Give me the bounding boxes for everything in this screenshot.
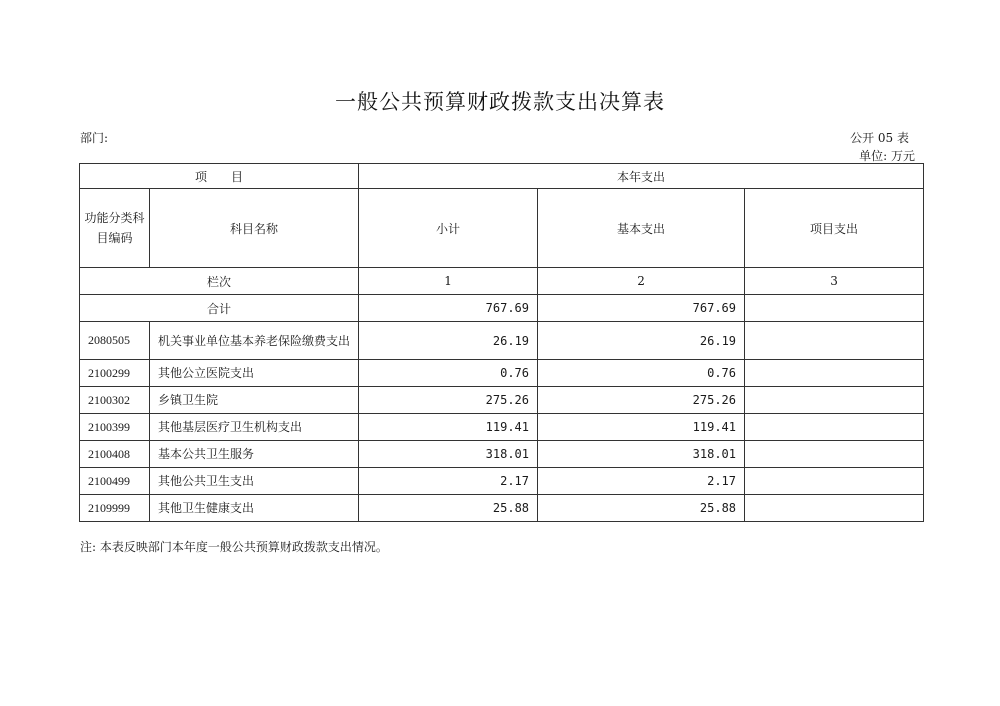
row-subtotal: 275.26 (359, 387, 538, 414)
total-label: 合计 (80, 295, 359, 322)
department-label: 部门: (80, 131, 109, 145)
table-row (80, 360, 924, 387)
total-subtotal: 767.69 (359, 295, 538, 322)
table-row (80, 495, 924, 522)
code-header: 功能分类科目编码 (80, 189, 150, 268)
column-number-row (80, 268, 924, 295)
subject-name-header: 科目名称 (150, 189, 359, 268)
row-project (745, 387, 924, 414)
column-number-1: 1 (359, 268, 538, 295)
table-row (80, 441, 924, 468)
column-number-3: 3 (745, 268, 924, 295)
row-basic: 2.17 (538, 468, 745, 495)
subtotal-header: 小计 (359, 189, 538, 268)
row-basic: 318.01 (538, 441, 745, 468)
page-title: 一般公共预算财政拨款支出决算表 (335, 90, 665, 114)
row-project (745, 360, 924, 387)
expenditure-table (79, 163, 924, 522)
row-basic: 119.41 (538, 414, 745, 441)
row-name: 机关事业单位基本养老保险缴费支出 (150, 322, 359, 360)
row-basic: 25.88 (538, 495, 745, 522)
row-code: 2109999 (80, 495, 150, 522)
row-name: 基本公共卫生服务 (150, 441, 359, 468)
row-project (745, 495, 924, 522)
footnote: 注: 本表反映部门本年度一般公共预算财政拨款支出情况。 (80, 540, 388, 554)
row-subtotal: 25.88 (359, 495, 538, 522)
table-row (80, 387, 924, 414)
table-row (80, 414, 924, 441)
row-project (745, 322, 924, 360)
form-number: 公开 05 表 (850, 131, 909, 145)
basic-header: 基本支出 (538, 189, 745, 268)
unit-label: 单位: 万元 (859, 149, 915, 163)
row-name: 其他基层医疗卫生机构支出 (150, 414, 359, 441)
row-basic: 275.26 (538, 387, 745, 414)
row-subtotal: 26.19 (359, 322, 538, 360)
row-subtotal: 2.17 (359, 468, 538, 495)
row-code: 2100302 (80, 387, 150, 414)
row-name: 其他卫生健康支出 (150, 495, 359, 522)
row-name: 其他公立医院支出 (150, 360, 359, 387)
item-header: 项 目 (80, 164, 359, 189)
table-row (80, 322, 924, 360)
row-project (745, 414, 924, 441)
row-project (745, 468, 924, 495)
row-subtotal: 119.41 (359, 414, 538, 441)
row-name: 其他公共卫生支出 (150, 468, 359, 495)
row-basic: 0.76 (538, 360, 745, 387)
row-basic: 26.19 (538, 322, 745, 360)
row-code: 2080505 (80, 322, 150, 360)
header-row-top (80, 164, 924, 189)
current-year-header: 本年支出 (359, 164, 924, 189)
row-code: 2100499 (80, 468, 150, 495)
table-row (80, 468, 924, 495)
row-subtotal: 318.01 (359, 441, 538, 468)
total-basic: 767.69 (538, 295, 745, 322)
column-number-2: 2 (538, 268, 745, 295)
total-project (745, 295, 924, 322)
project-header: 项目支出 (745, 189, 924, 268)
column-number-label: 栏次 (80, 268, 359, 295)
header-row-columns (80, 189, 924, 268)
row-subtotal: 0.76 (359, 360, 538, 387)
row-project (745, 441, 924, 468)
row-code: 2100408 (80, 441, 150, 468)
row-code: 2100399 (80, 414, 150, 441)
row-code: 2100299 (80, 360, 150, 387)
total-row (80, 295, 924, 322)
row-name: 乡镇卫生院 (150, 387, 359, 414)
